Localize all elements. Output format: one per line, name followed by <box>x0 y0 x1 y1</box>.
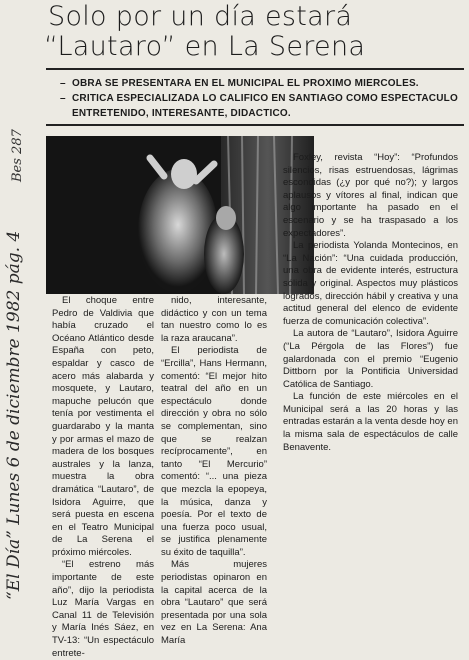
handwritten-source-note: “El Día” Lunes 6 de diciembre 1982 pág. 4 <box>4 230 24 600</box>
paragraph: La función de este miércoles en el Municipal será a las 20 horas y las entradas estarán a la venta desde hoy en la misma sala de espectáculos de calle Benavente. <box>283 391 458 453</box>
bottom-rule <box>46 124 464 126</box>
headline-line-2: “Lautaro” en La Serena <box>44 31 366 62</box>
article-column-3 <box>283 152 458 454</box>
paragraph: El choque entre Pedro de Valdivia que había cruzado el Océano Atlántico desde España con peto, espaldar y casco de acero más alabarda y mosquete, y Lautaro, mapuche pelucón que tenía por vestimenta el guardarabo y la manta y por armas el mazo de madera de los bosques australes y la lanza, muestra la obra dramática “Lautaro”, de Isidora Aguirre, que será puesta en escena en el Teatro Municipal de La Serena el próximo miércoles. <box>52 295 154 558</box>
paragraph: “El estreno más importante de este año”, dijo la periodista Luz María Vargas en Canal 11 de Televisión y María Inés Sáez, en TV-13: “Un espectáculo entrete- <box>52 559 154 659</box>
paragraph: La autora de “Lautaro”, Isidora Aguirre (“La Pérgola de las Flores”) fue galardonada con el premio “Eugenio Dittborn por la Pontificia Universidad Católica de Santiago. <box>283 328 458 390</box>
headline-line-1: Solo por un día estará <box>48 1 353 32</box>
paragraph: Foxley, revista “Hoy”: “Profundos silencios, risas estruendosas, lágrimas escondidas (¿y por qué no?); y largos aplausos y vítores al final, indican que algo importante ha pasado en el escenario y se ha traspasado a los expectadores”. <box>283 152 458 239</box>
handwritten-archive-code: Bes 287 <box>10 129 25 182</box>
paragraph: Más mujeres periodistas opinaron en la capital acerca de la obra “Lautaro” que será presentada por una sola vez en La Serena: Ana María <box>161 559 267 647</box>
headline <box>44 2 464 62</box>
subheadline-decks <box>60 76 464 121</box>
stage-photo-image <box>46 136 314 294</box>
paragraph: nido, interesante, didáctico y con un tema tan nuestro como lo es la raza araucana”. <box>161 295 267 344</box>
deck-item: – OBRA SE PRESENTARA EN EL MUNICIPAL EL PROXIMO MIERCOLES. <box>60 78 419 89</box>
article-column-2 <box>161 295 267 648</box>
deck-item: – CRITICA ESPECIALIZADA LO CALIFICO EN SANTIAGO COMO ESPECTACULO ENTRETENIDO, INTERESANTE, DIDACTICO. <box>60 93 458 119</box>
deck-text: OBRA SE PRESENTARA EN EL MUNICIPAL EL PROXIMO MIERCOLES. <box>72 78 419 89</box>
stage-photo <box>46 136 314 294</box>
paragraph: El periodista de “Ercilla”, Hans Hermann, comentó: “El mejor hito teatral del año en un espectáculo donde dirección y obra no sólo se complementan, sino que se realzan recíprocamente”, en tanto “El Mercurio” comentó: “... una pieza que mezcla la epopeya, la música, danza y poesía. Por el texto de una fuerza poco usual, se justifica plenamente su éxito de taquilla”. <box>161 345 267 558</box>
paragraph: La periodista Yolanda Montecinos, en “La Nación”: “Una cuidada producción, una obra de evidente interés, estructura sólida y original. Aspectos muy plásticos logrados, dirección hábil y creativa y una actitud general del elenco de evidente fuerza de comunicación colectiva”. <box>283 240 458 327</box>
article-column-1 <box>52 295 154 660</box>
deck-text: CRITICA ESPECIALIZADA LO CALIFICO EN SANTIAGO COMO ESPECTACULO ENTRETENIDO, INTERESANTE, DIDACTICO. <box>72 93 458 119</box>
top-rule <box>46 68 464 70</box>
